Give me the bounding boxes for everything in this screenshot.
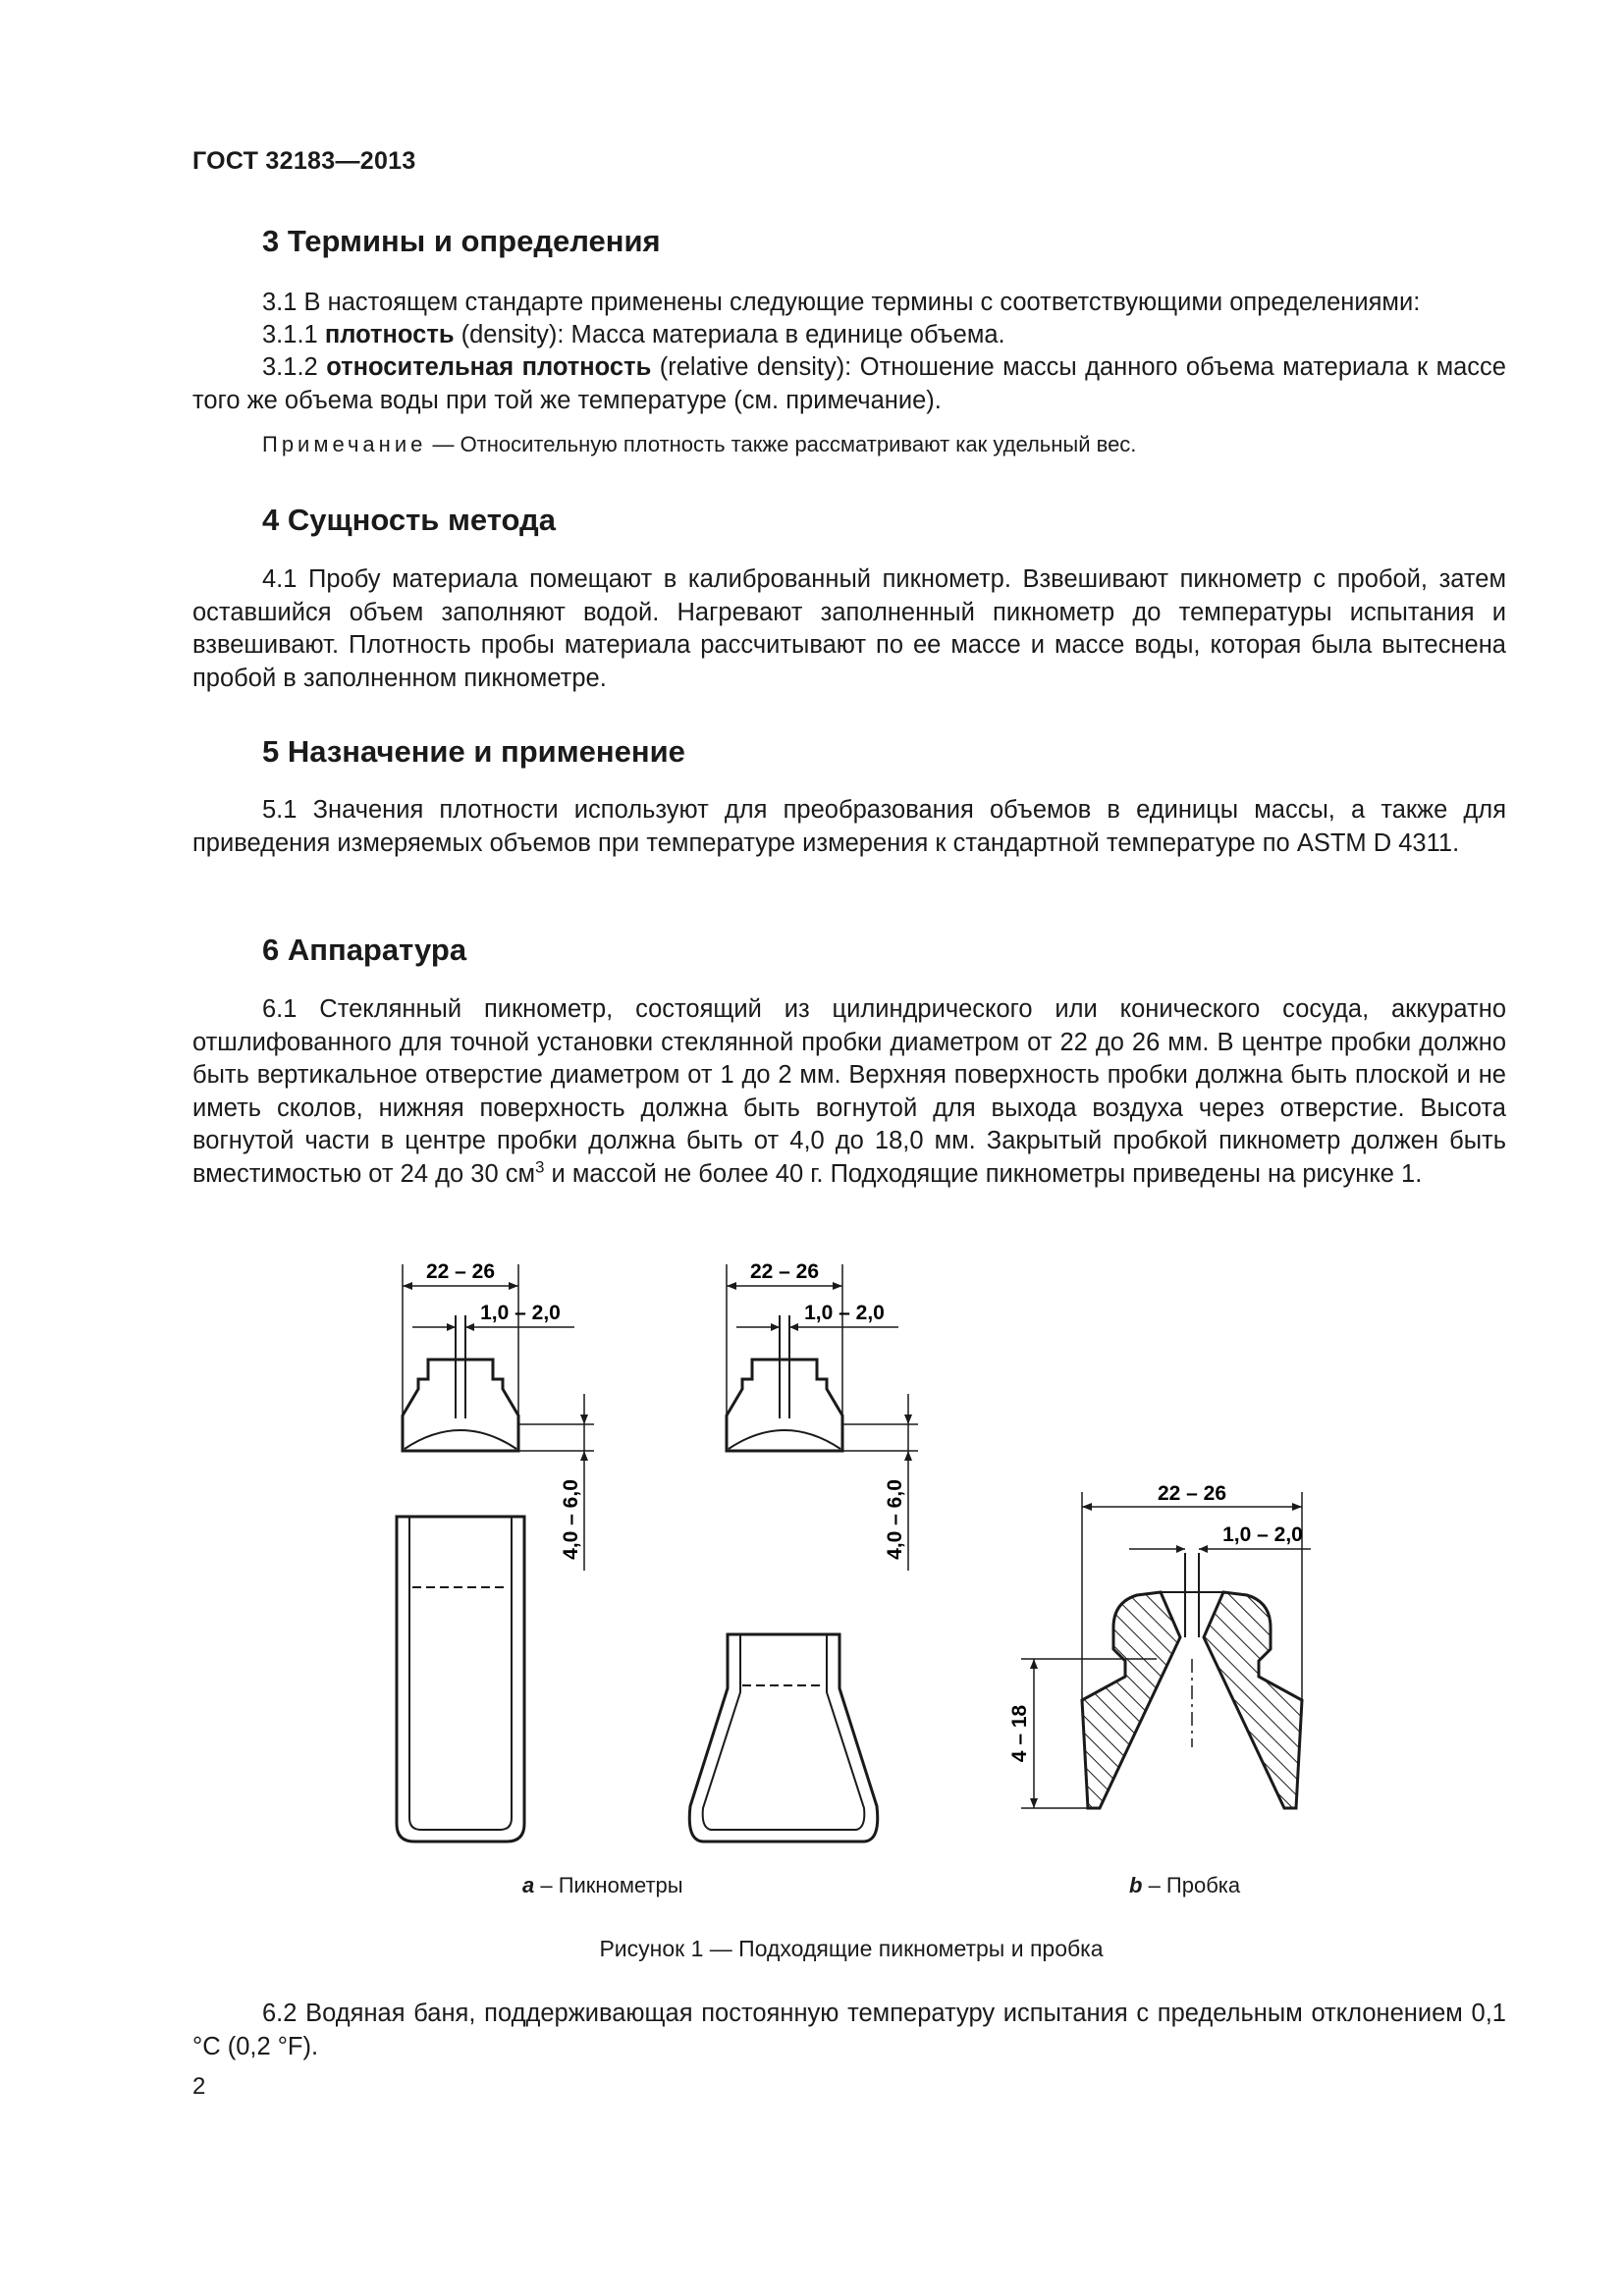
term-relative-density: относительная плотность <box>326 353 652 381</box>
figure-title: Рисунок 1 — Подходящие пикнометры и пробка <box>599 1936 1104 1961</box>
caption-a-letter: a <box>522 1873 535 1897</box>
term-density: плотность <box>324 321 455 348</box>
section-5-title: 5 Назначение и применение <box>262 734 685 769</box>
section-6-title: 6 Аппаратура <box>262 933 467 967</box>
paragraph-6-2: 6.2 Водяная баня, поддерживающая постоянную температуру испытания с предельным отклонением 0,1 °С (0,2 °F). <box>192 2000 1506 2060</box>
definition-density: (density): Масса материала в единице объема. <box>454 321 1005 348</box>
paragraph-4-1: 4.1 Пробу материала помещают в калиброванный пикнометр. Взвешивают пикнометр с пробой, затем оставшийся объем заполняют водой. Нагревают заполненный пикнометр до температуры испытания и взвешивают. Плотность пробы материала рассчитывают по ее массе и массе воды, которая была вытеснена пробой в заполненном пикнометре. <box>192 565 1506 692</box>
caption-a-text: – Пикнометры <box>534 1873 683 1897</box>
dim-label-concave-center: 4,0 – 6,0 <box>884 1479 906 1560</box>
paragraph-6-1-text: 6.1 Стеклянный пикнометр, состоящий из цилиндрического или конического сосуда, аккуратно отшлифованного для точной установки стеклянной пробки диаметром от 22 до 26 мм. В центре пробки должно быть вертикальное отверстие диаметром от 1 до 2 мм. Верхняя поверхность пробки должна быть плоской и не иметь сколов, нижняя поверхность должна быть вогнутой для выхода воздуха через отверстие. Высота вогнутой части в центре пробки должна быть от 4,0 до 18,0 мм. Закрытый пробкой пикнометр должен быть вместимостью от 24 до 30 см <box>192 995 1506 1188</box>
superscript-3: 3 <box>535 1157 545 1176</box>
section-3-title: 3 Термины и определения <box>262 224 661 258</box>
dim-label-hole-stopper: 1,0 – 2,0 <box>1222 1523 1303 1546</box>
caption-a <box>522 1873 683 1898</box>
definition-relative-density: (relative density): Отношение массы данного объема материала к массе того же объема воды при той же температуре (см. примечание). <box>192 353 1506 414</box>
cylindrical-pycnometer <box>397 1517 524 1842</box>
paragraph-3-1: 3.1 В настоящем стандарте применены следующие термины с соответствующими определениями: <box>262 289 1421 316</box>
paragraph-6-1-text-end: и массой не более 40 г. Подходящие пикнометры приведены на рисунке 1. <box>544 1159 1423 1188</box>
dim-label-concave-left: 4,0 – 6,0 <box>560 1479 582 1560</box>
dim-label-hole-center: 1,0 – 2,0 <box>804 1302 885 1324</box>
note-label: Примечание <box>262 432 427 456</box>
caption-b-text: – Пробка <box>1142 1873 1241 1897</box>
caption-b <box>1129 1873 1240 1898</box>
clause-number: 3.1.1 <box>262 321 325 348</box>
dim-label-height-stopper: 4 – 18 <box>1008 1704 1031 1763</box>
page-number: 2 <box>192 2073 206 2100</box>
dim-label-diameter-left: 22 – 26 <box>425 1260 496 1283</box>
clause-number: 3.1.2 <box>262 353 327 381</box>
document-id: ГОСТ 32183—2013 <box>192 147 416 175</box>
dim-label-hole-left: 1,0 – 2,0 <box>480 1302 561 1324</box>
dim-label-diameter-stopper: 22 – 26 <box>1157 1482 1227 1505</box>
paragraph-5-1: 5.1 Значения плотности используют для преобразования объемов в единицы массы, а также для приведения измеряемых объемов при температуре измерения к стандартной температуре по ASTM D 4311. <box>192 796 1506 857</box>
dim-label-diameter-center: 22 – 26 <box>749 1260 820 1283</box>
section-4-title: 4 Сущность метода <box>262 503 556 537</box>
note-text: — Относительную плотность также рассматривают как удельный вес. <box>426 432 1137 456</box>
caption-b-letter: b <box>1129 1873 1143 1897</box>
conical-pycnometer <box>689 1634 878 1842</box>
